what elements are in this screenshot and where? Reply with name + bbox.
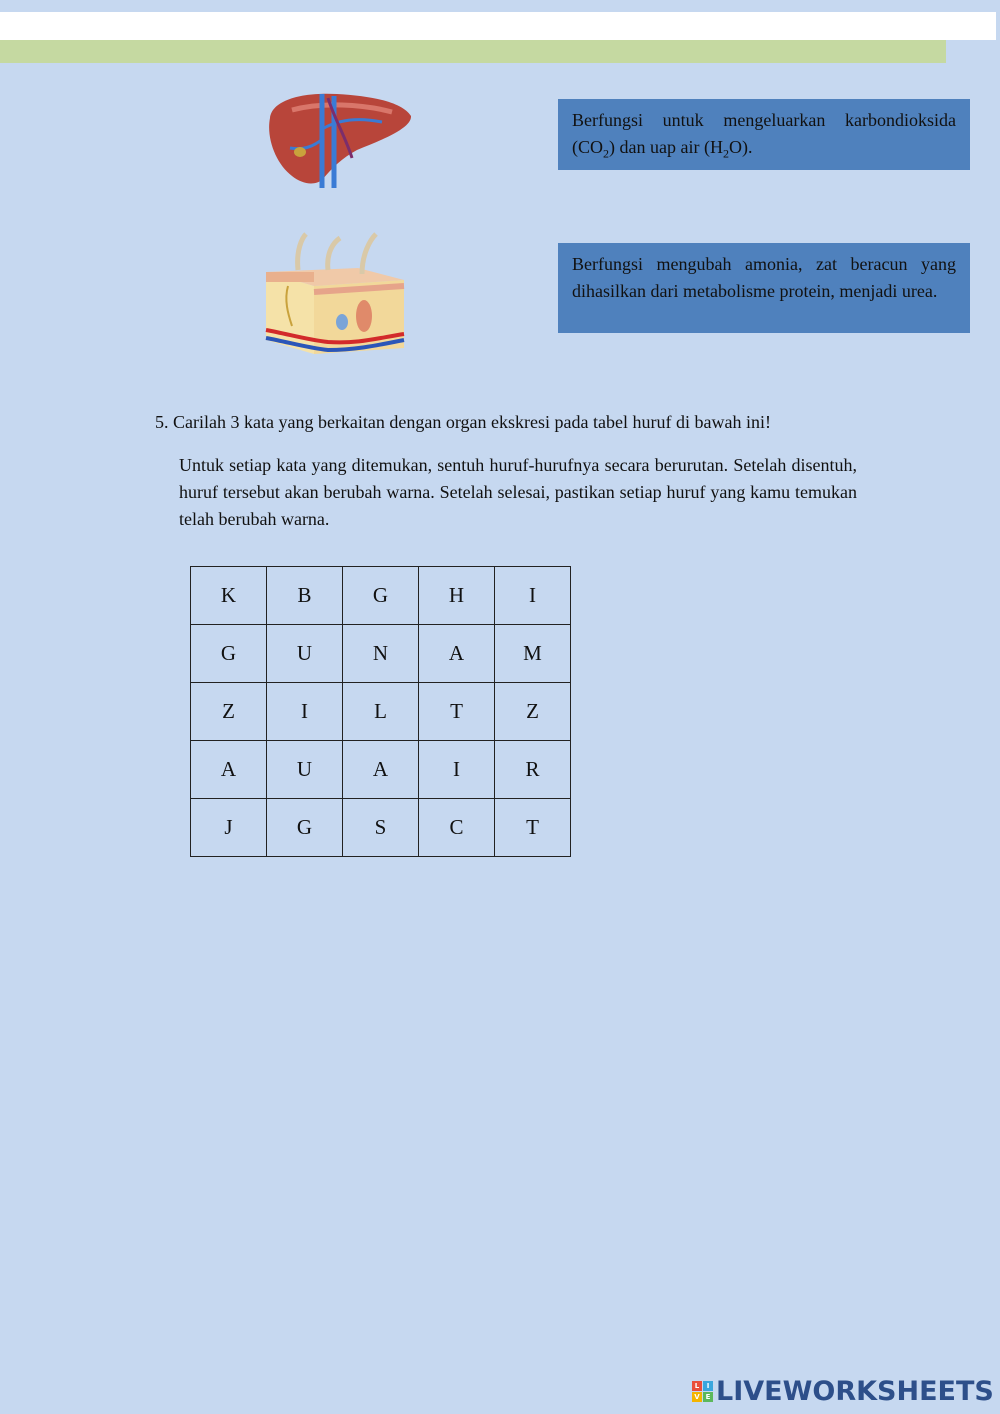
grid-cell[interactable]: U bbox=[267, 741, 343, 799]
grid-cell[interactable]: N bbox=[343, 625, 419, 683]
logo-mark-letter: V bbox=[692, 1392, 702, 1402]
grid-cell[interactable]: G bbox=[267, 799, 343, 857]
grid-cell[interactable]: A bbox=[191, 741, 267, 799]
header-green-bar bbox=[0, 40, 946, 63]
card-subscript: 2 bbox=[603, 146, 609, 161]
card-text: ) dan uap air (H bbox=[609, 137, 723, 157]
logo-mark-letter: L bbox=[692, 1381, 702, 1391]
liveworksheets-logo bbox=[692, 1376, 994, 1407]
grid-cell[interactable]: Z bbox=[191, 683, 267, 741]
grid-cell[interactable]: I bbox=[495, 567, 571, 625]
skin-cross-section-image bbox=[258, 230, 408, 362]
grid-row bbox=[191, 799, 571, 857]
grid-row bbox=[191, 625, 571, 683]
grid-cell[interactable]: T bbox=[495, 799, 571, 857]
grid-cell[interactable]: J bbox=[191, 799, 267, 857]
logo-mark-letter: I bbox=[703, 1381, 713, 1391]
grid-cell[interactable]: I bbox=[419, 741, 495, 799]
grid-cell[interactable]: B bbox=[267, 567, 343, 625]
grid-row bbox=[191, 741, 571, 799]
grid-row bbox=[191, 567, 571, 625]
card-text: O). bbox=[728, 137, 753, 157]
grid-cell[interactable]: U bbox=[267, 625, 343, 683]
header-white-bar bbox=[0, 12, 996, 40]
grid-row bbox=[191, 683, 571, 741]
grid-cell[interactable]: S bbox=[343, 799, 419, 857]
logo-mark-letter: E bbox=[703, 1392, 713, 1402]
function-card-lungs bbox=[558, 99, 970, 170]
letter-grid bbox=[190, 566, 571, 857]
grid-cell[interactable]: G bbox=[191, 625, 267, 683]
grid-cell[interactable]: K bbox=[191, 567, 267, 625]
grid-cell[interactable]: H bbox=[419, 567, 495, 625]
card-text: Berfungsi mengubah amonia, zat beracun yang dihasilkan dari metabolisme protein, menjadi urea. bbox=[572, 254, 956, 301]
liver-image bbox=[262, 88, 414, 190]
grid-cell[interactable]: M bbox=[495, 625, 571, 683]
question-instructions: Untuk setiap kata yang ditemukan, sentuh huruf-hurufnya secara berurutan. Setelah disentuh, huruf tersebut akan berubah warna. Setelah selesai, pastikan setiap huruf yang kamu temukan telah berubah warna. bbox=[179, 455, 857, 529]
grid-cell[interactable]: A bbox=[343, 741, 419, 799]
grid-cell[interactable]: T bbox=[419, 683, 495, 741]
grid-cell[interactable]: A bbox=[419, 625, 495, 683]
logo-mark-icon bbox=[692, 1381, 713, 1402]
grid-cell[interactable]: G bbox=[343, 567, 419, 625]
grid-cell[interactable]: I bbox=[267, 683, 343, 741]
logo-text: LIVEWORKSHEETS bbox=[716, 1376, 994, 1407]
grid-cell[interactable]: Z bbox=[495, 683, 571, 741]
grid-cell[interactable]: R bbox=[495, 741, 571, 799]
card-text: Berfungsi untuk mengeluarkan karbondioksida (CO bbox=[572, 110, 956, 157]
question-title: 5. Carilah 3 kata yang berkaitan dengan organ ekskresi pada tabel huruf di bawah ini! bbox=[155, 412, 771, 432]
grid-cell[interactable]: C bbox=[419, 799, 495, 857]
card-subscript: 2 bbox=[722, 146, 729, 161]
function-card-liver bbox=[558, 243, 970, 333]
grid-cell[interactable]: L bbox=[343, 683, 419, 741]
